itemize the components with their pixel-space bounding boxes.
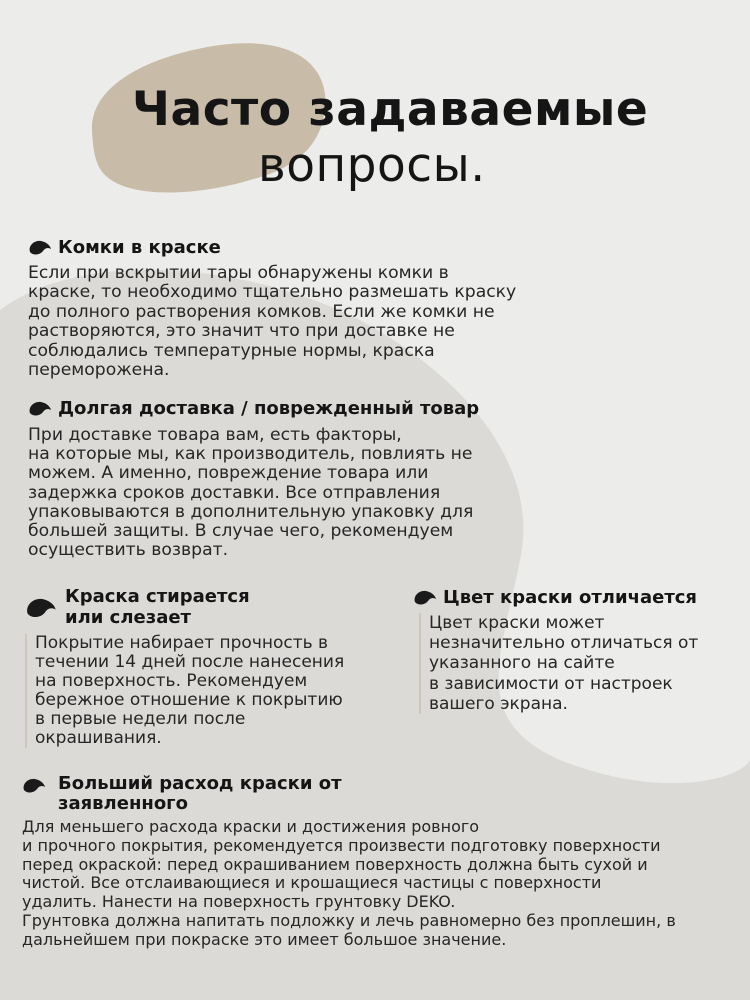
faq-answer: Для меньшего расхода краски и достижения ровного и прочного покрытия, рекомендуется произвести подготовку поверхности перед окраской: перед окрашиванием поверхность должна быть сухой и чистой. Все отслаивающиеся и крошащиеся частицы с поверхности удалить. Нанести на поверхность грунтовку DEKO. Грунтовка должна напитать подложку и лечь равномерно без проплешин, в дальнейшем при покраске это имеет большое значение. xyxy=(22,817,676,949)
faq-title: Больший расход краски от заявленного xyxy=(58,773,342,814)
leaf-icon xyxy=(28,238,52,256)
faq-item-delivery xyxy=(28,398,728,560)
faq-heading xyxy=(413,587,733,609)
faq-title: Комки в краске xyxy=(58,237,221,258)
faq-title: Цвет краски отличается xyxy=(443,587,697,608)
leaf-icon xyxy=(22,776,46,794)
faq-heading xyxy=(25,586,385,628)
faq-answer: Цвет краски может незначительно отличаться от указанного на сайте в зависимости от настроек вашего экрана. xyxy=(419,613,733,714)
faq-title: Краска стирается или слезает xyxy=(65,586,250,628)
faq-answer: Если при вскрытии тары обнаружены комки в краске, то необходимо тщательно размешать краску до полного растворения комков. Если же комки не растворяются, это значит что при доставке не соблюдались температурные нормы, краска перемороженa. xyxy=(28,263,517,381)
faq-answer: При доставке товара вам, есть факторы, на которые мы, как производитель, повлиять не можем. А именно, повреждение товара или задержка сроков доставки. Все отправления упаковываются в дополнительную упаковку для большей защиты. В случае чего, рекомендуем осуществить возврат. xyxy=(28,425,474,561)
faq-item-lumps xyxy=(28,237,728,380)
faq-heading xyxy=(28,398,728,420)
faq-item-color xyxy=(413,587,733,714)
leaf-icon xyxy=(28,399,52,417)
leaf-icon xyxy=(25,594,57,620)
faq-title: Долгая доставка / поврежденный товар xyxy=(58,398,480,419)
faq-item-peeling xyxy=(25,586,385,748)
faq-heading xyxy=(28,237,728,259)
leaf-icon xyxy=(413,588,437,606)
page-title: Часто задаваемые xyxy=(132,82,649,137)
page-subtitle: вопросы. xyxy=(258,138,486,193)
faq-answer: Покрытие набирает прочность в течении 14 дней после нанесения на поверхность. Рекомендуем бережное отношение к покрытию в первые недели после окрашивания. xyxy=(25,634,385,748)
faq-heading xyxy=(22,774,737,814)
faq-item-consumption xyxy=(22,774,737,950)
